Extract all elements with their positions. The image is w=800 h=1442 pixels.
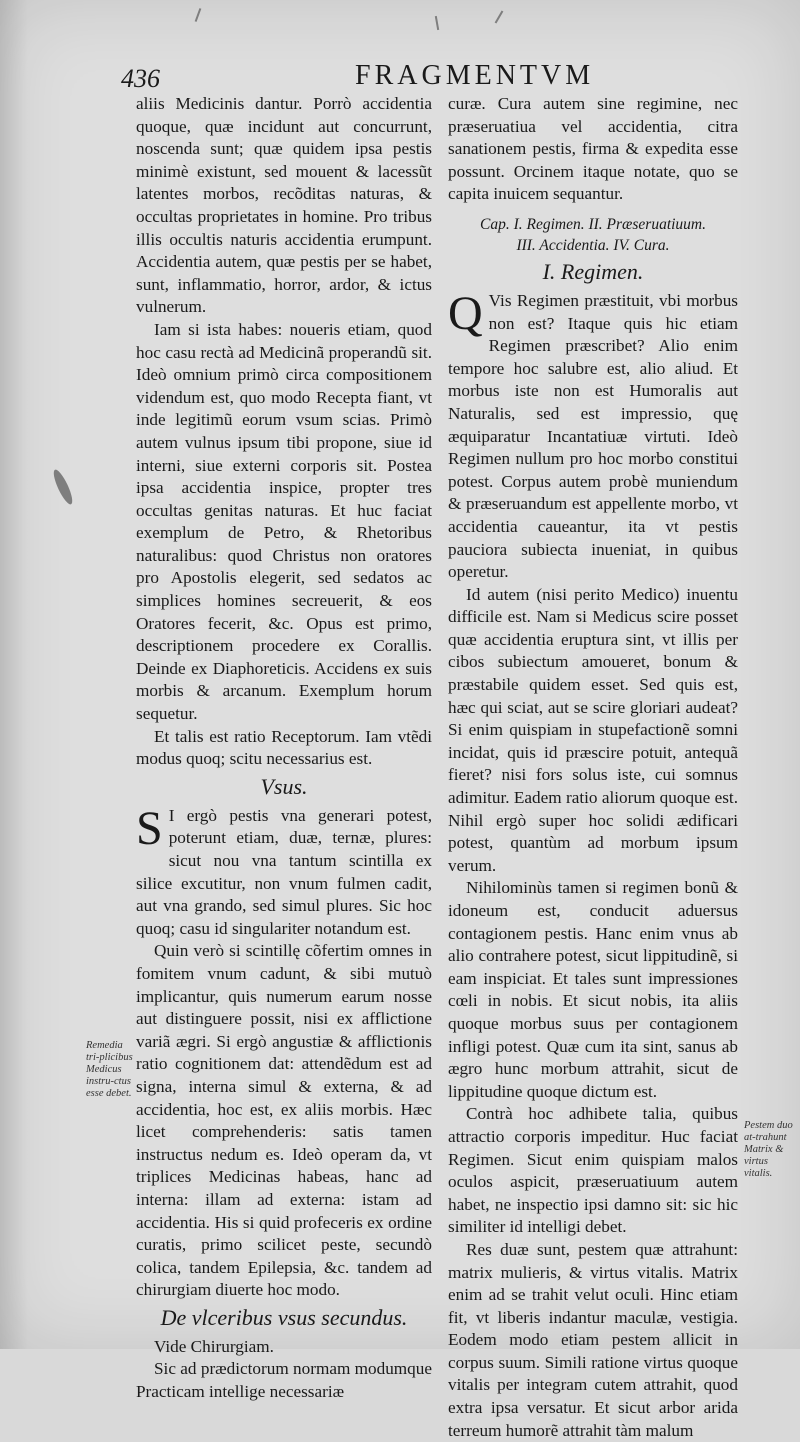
chapter-outline-line: III. Accidentia. IV. Cura. (516, 236, 670, 254)
ink-smudge (50, 468, 75, 507)
section-title-ulcers: De vlceribus vsus secundus. (160, 1304, 408, 1330)
running-head: FRAGMENTVM (355, 60, 595, 91)
paragraph: Quin verò si scintillę cõfertim omnes in fomitem vnum cadunt, & sibi mutuò implicantur, quis numerum earum nosse aut distinguere possit, nisi ex afflictione variã ægri. Si ergò angustiæ & afflictionis ratio cognitionem dat: attendẽdum est ad signa, interna simul & externa, & ad accidentia, hoc est, ex aliis morbis. Hæc licet comprehenderis: satis tamen instructus nedum es. Ideò operam da, vt triplices Medicinas habeas, hanc ad interna: illam ad externa: istam ad accidentia. His si quid profeceris ex ordine curatis, primo scilicet peste, secundò colica, tandem Epilepsia, &c. tandem ad chirurgiam diuerte hoc modo. (136, 941, 432, 1300)
section-title-usus: Vsus. (260, 773, 308, 799)
paragraph-with-dropcap (136, 801, 432, 941)
paper-mark (195, 8, 202, 22)
drop-cap: S (136, 801, 163, 855)
drop-cap: Q (448, 286, 483, 340)
gutter-shadow (0, 0, 28, 1349)
paragraph-text: I ergò pestis vna generari potest, poterunt etiam, duæ, ternæ, plures: sicut nou vna tantum scintilla ex silice excutitur, non vnum fulmen cadit, aut vna grando, sed simul plures. Sic hoc quoq; casu id singulariter notandum est. (136, 805, 432, 938)
paper-mark (495, 10, 504, 23)
paper-mark (435, 16, 439, 30)
paragraph: Contrà hoc adhibete talia, quibus attractio corporis impeditur. Huc faciat Regimen. Sicut enim quispiam malos oculos aspicit, præseruatiuum autem habet, ne inspectio ipsi damno sit: sic hic similiter id intelligi debet. (448, 1104, 738, 1237)
chapter-outline-line: Cap. I. Regimen. II. Præseruatiuum. (479, 215, 706, 233)
paragraph: Sic ad prædictorum normam modumque Practicam intellige necessariæ (136, 1359, 432, 1402)
paragraph: Iam si ista habes: noueris etiam, quod hoc casu rectà ad Medicinã properandũ sit. Ideò omnium primò circa compositionem videndum est, quo modo Recepta fiant, vt inde legitimũ eorum vsum scias. Primò autem vulnus ipsum tibi propone, siue id interni, siue externi corporis sit. Postea ipsa accidentia inspice, propter tres occultas genitas naturas. Et huc faciat exemplum de Petro, & Rhetoribus naturalibus: quod Christus non oratores pro Apostolis elegerit, sed sedatos ac simplices homines secreuerit, & eos Oratores fecerit, &c. Opus est primo, descriptionem procedere ex Corallis. Deinde ex Diaphoreticis. Accidens ex suis morbis & arcanum. Exemplum horum sequetur. (136, 319, 432, 724)
margin-note-right: Pestem duo at-trahunt Matrix & virtus vitalis. (744, 1120, 793, 1179)
left-column (136, 93, 432, 1404)
page-number: 436 (121, 64, 160, 93)
paragraph: Et talis est ratio Receptorum. Iam vtẽdi modus quoq; scitu necessarius est. (136, 726, 432, 769)
paragraph: Nihilominùs tamen si regimen bonũ & idoneum est, conducit aduersus contagionem pestis. Hanc enim vnus ab alio contrahere potest, sicut lippitudinẽ, si eam inspiciat. Et tales sunt impressiones cœli in nobis. Et sicut nobis, ita aliis quoque morbus suus per contagionem infligi potest. Quæ cum ita sint, sanus ab ægro hunc morbum attrahit, sicut de lippitudine quoque dictum est. (448, 878, 738, 1101)
paragraph-text: Vis Regimen præstituit, vbi morbus non est? Itaque quis hic etiam Regimen præscribet? Alio enim tempore hoc salubre est, alio aliud. Et morbus iste non est Humoralis aut Naturalis, sed est impressio, quę æquiparatur Incantatiuæ virtuti. Ideò Regimen nullum pro hoc morbo constitui potest. Corpus autem probè muniendum & præseruandum est appellente morbo, vt accidentia caueantur, ita vt pestis pauciora subiecta inueniat, in quibus operetur. (448, 290, 738, 582)
paragraph: curæ. Cura autem sine regimine, nec præseruatiua vel accidentia, citra sanationem pestis, firma & expedita esse possunt. Orcinem itaque notate, quo se capita inuicem sequantur. (448, 94, 738, 204)
paragraph: Vide Chirurgiam. (154, 1336, 274, 1356)
chapter-outline (448, 214, 738, 256)
section-title-regimen: I. Regimen. (542, 258, 644, 284)
paragraph: Id autem (nisi perito Medico) inuentu difficile est. Nam si Medicus scire posset quæ accidentia eruptura sint, vt illis per cibos subiectum amoueret, bonum & præstabile quidem esset. Sed quis est, hæc qui sciat, aut se scire gloriari audeat? Si enim quispiam in stupefactionẽ somni incidat, quis id præscire potuit, antequã fieret? nisi fors solus iste, cui somnus adimitur. Eadem ratio aliorum quoque est. Nihil ergò super hoc solidi ædificari potest, quantùm ad morbum ipsum verum. (448, 584, 738, 875)
paragraph-with-dropcap (448, 286, 738, 584)
right-column (448, 93, 738, 1442)
paragraph: Res duæ sunt, pestem quæ attrahunt: matrix mulieris, & virtus vitalis. Matrix enim ad se trahit velut oculi. Hinc etiam fit, vt liberis indantur maculæ, vestigia. Eodem modo etiam pestem allicit in corpus suum. Simili ratione virtus quoque vitalis per integram cutem attrahit, quod extra ipsa versatur. Et sicut arbor arida terreum humorẽ attrahit tàm malum (448, 1239, 738, 1440)
paragraph: aliis Medicinis dantur. Porrò accidentia quoque, quæ incidunt aut concurrunt, noscenda sunt; quæ quidem ipsa pestis minimè existunt, sed mouent & lacessũt latentes morbos, recõditas naturas, & occultas proprietates in homine. Pro tribus illis occultis naturis accidentia erumpunt. Accidentia autem, quæ pestis per se habet, sunt, inflammatio, horror, ardor, & ictus vulnerum. (136, 94, 432, 317)
margin-note-left: Remedia tri-plicibus Medicus instru-ctus esse debet. (86, 1040, 133, 1099)
